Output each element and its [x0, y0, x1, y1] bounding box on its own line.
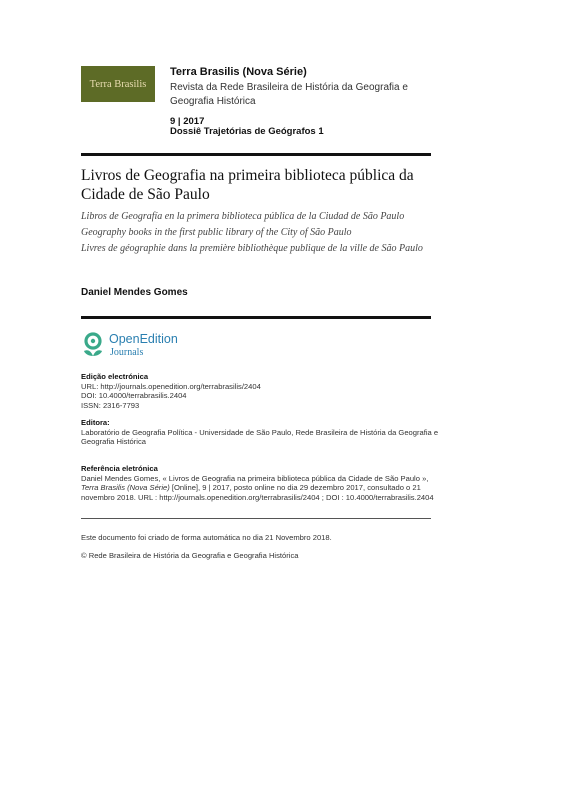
edicao-doi[interactable]: DOI: 10.4000/terrabrasilis.2404	[81, 391, 187, 401]
alt-title-en: Geography books in the first public library of the City of São Paulo	[81, 227, 352, 238]
alt-title-es: Libros de Geografía en la primera biblioteca pública de la Ciudad de São Paulo	[81, 211, 405, 222]
journal-logo-text: Terra Brasilis	[89, 78, 147, 90]
editora-heading: Editora:	[81, 418, 110, 427]
generated-note: Este documento foi criado de forma automática no dia 21 Novembro 2018.	[81, 533, 332, 542]
referencia-text	[81, 474, 434, 502]
footer-divider	[81, 518, 431, 519]
editora-section	[81, 418, 441, 447]
edicao-section	[81, 372, 441, 410]
journal-subtitle: Revista da Rede Brasileira de História da Geografia e Geografia Histórica	[170, 82, 408, 107]
alt-title-fr: Livres de géographie dans la première bibliothèque publique de la ville de São Paulo	[81, 243, 423, 254]
header-divider	[81, 153, 431, 156]
openedition-name: OpenEdition	[109, 332, 178, 346]
referencia-heading: Referência eletrónica	[81, 464, 158, 473]
author-name: Daniel Mendes Gomes	[81, 287, 188, 298]
edicao-url[interactable]: URL: http://journals.openedition.org/terrabrasilis/2404	[81, 381, 261, 391]
issue-theme: Dossiê Trajetórias de Geógrafos 1	[170, 126, 324, 137]
edicao-issn: ISSN: 2316-7793	[81, 400, 140, 410]
referencia-part1: Daniel Mendes Gomes, « Livros de Geografia na primeira biblioteca pública da Cidade de São Paulo »,	[81, 473, 429, 483]
journal-logo	[81, 66, 155, 102]
article-title: Livros de Geografia na primeira biblioteca pública da Cidade de São Paulo	[81, 167, 414, 203]
copyright-note: © Rede Brasileira de História da Geografia e Geografia Histórica	[81, 551, 299, 560]
openedition-logo[interactable]	[81, 332, 178, 360]
openedition-journals: Journals	[110, 347, 144, 358]
openedition-icon	[81, 332, 105, 360]
editora-text: Laboratório de Geografia Política - Universidade de São Paulo, Rede Brasileira de História da Geografia e Geografia Histórica	[81, 427, 439, 447]
alternate-titles	[81, 209, 431, 257]
referencia-section	[81, 464, 441, 502]
section-divider	[81, 316, 431, 319]
referencia-journal: Terra Brasilis (Nova Série)	[81, 483, 170, 493]
journal-title: Terra Brasilis (Nova Série)	[170, 66, 307, 78]
edicao-heading: Edição electrónica	[81, 372, 149, 381]
referencia-part2[interactable]: [Online], 9 | 2017, posto online no dia 29 dezembro 2017, consultado o 21 novembro 2018. URL : http://journals.openedition.org/terrabrasilis/2404 ; DOI : 10.4000/terrabrasilis.2404	[81, 483, 434, 502]
issue-number: 9 | 2017	[170, 116, 205, 127]
